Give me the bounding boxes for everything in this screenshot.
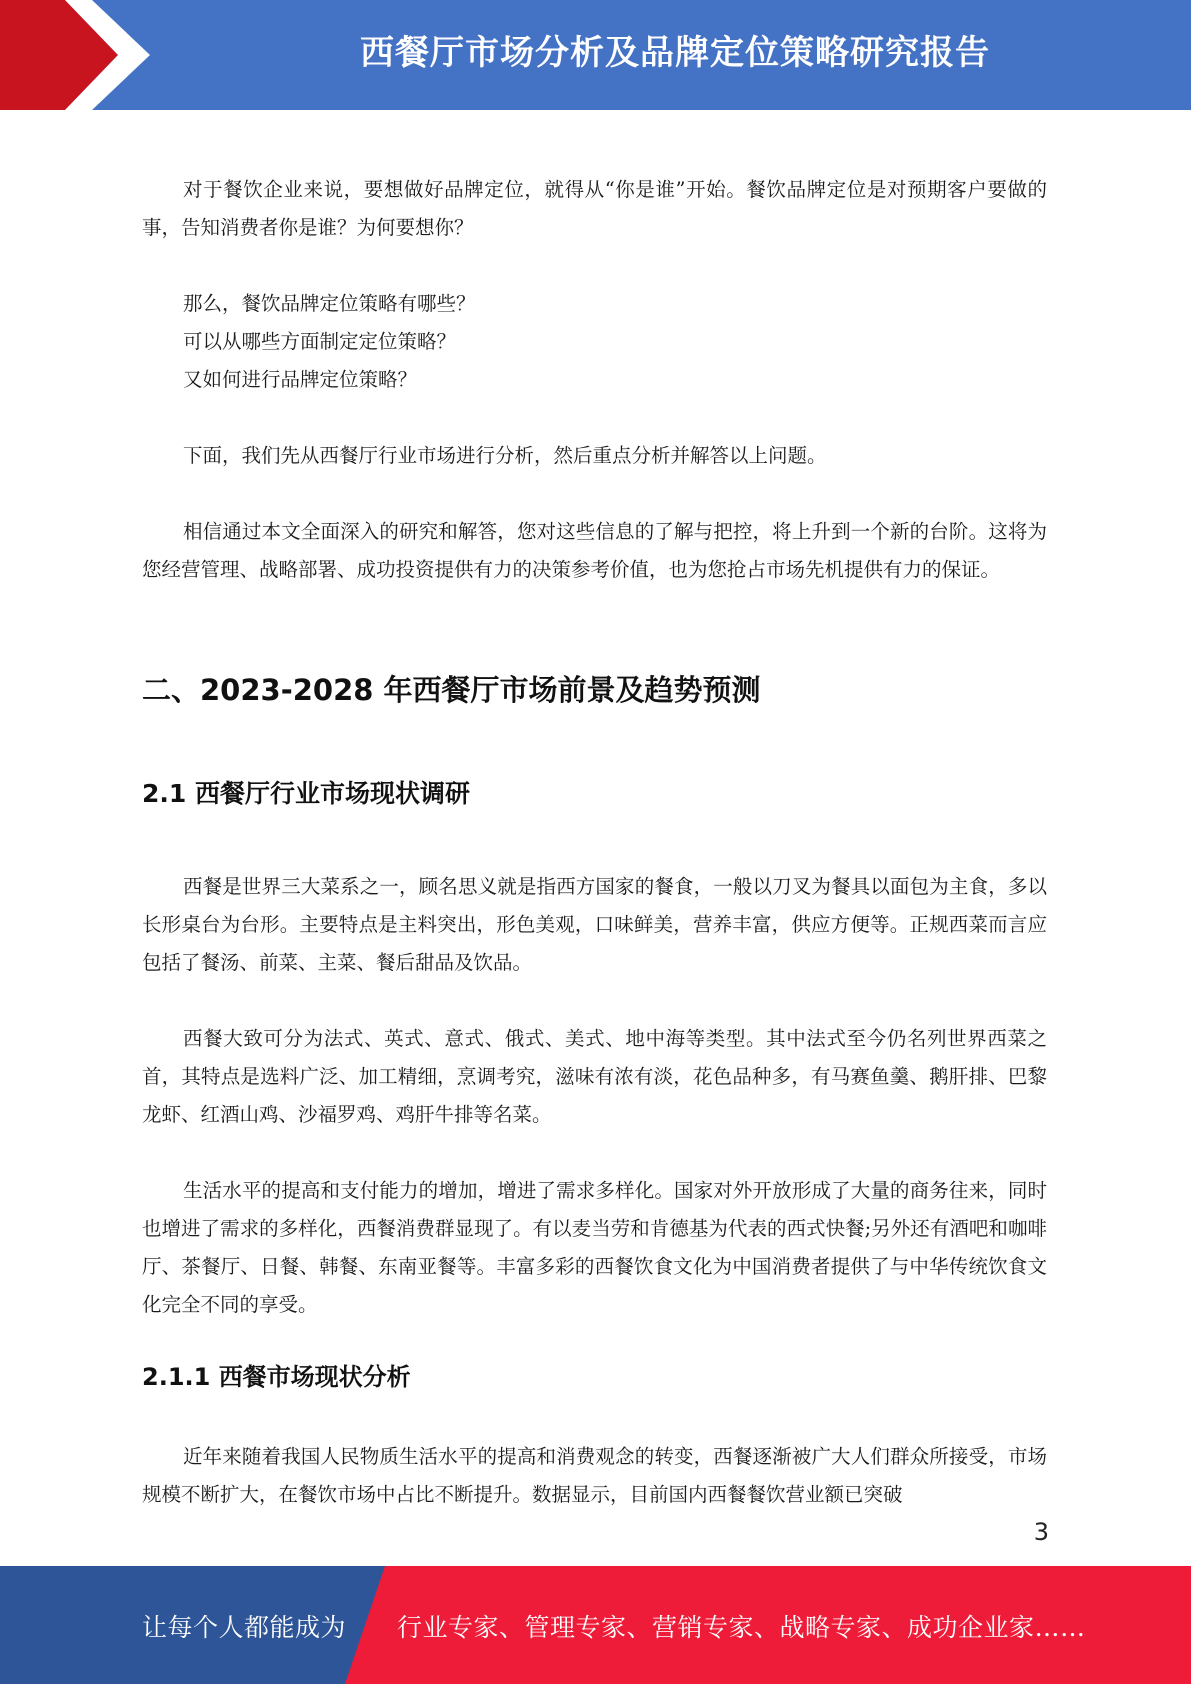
western-food-paragraph: 西餐是世界三大菜系之一，顾名思义就是指西方国家的餐食，一般以刀叉为餐具以面包为主食，多以长形桌台为台形。主要特点是主料突出，形色美观，口味鲜美，营养丰富，供应方便等。正规西菜而言应包括了餐汤、前菜、主菜、餐后甜品及饮品。: [142, 875, 1047, 974]
demand-paragraph: 生活水平的提高和支付能力的增加，增进了需求多样化。国家对外开放形成了大量的商务往来，同时也增进了需求的多样化，西餐消费群显现了。有以麦当劳和肯德基为代表的西式快餐;另外还有酒吧和咖啡厅、茶餐厅、日餐、韩餐、东南亚餐等。丰富多彩的西餐饮食文化为中国消费者提供了与中华传统饮食文化完全不同的享受。: [142, 1179, 1047, 1316]
footer-slogan-left: 让每个人都能成为: [142, 1613, 347, 1642]
section-2-heading: 二、2023-2028 年西餐厅市场前景及趋势预测: [142, 673, 761, 707]
report-title: 西餐厅市场分析及品牌定位策略研究报告: [360, 33, 990, 73]
intro-paragraph: 对于餐饮企业来说，要想做好品牌定位，就得从“你是谁”开始。餐饮品牌定位是对预期客户要做的事，告知消费者你是谁？为何要想你？: [142, 178, 1047, 239]
section-2-1-heading: 2.1 西餐厅行业市场现状调研: [142, 779, 470, 808]
market-paragraph: 近年来随着我国人民物质生活水平的提高和消费观念的转变，西餐逐渐被广大人们群众所接受，市场规模不断扩大，在餐饮市场中占比不断提升。数据显示，目前国内西餐餐饮营业额已突破: [142, 1445, 1047, 1506]
question-3: 又如何进行品牌定位策略？: [183, 368, 418, 391]
section-2-1-1-heading: 2.1.1 西餐市场现状分析: [142, 1363, 411, 1391]
question-1: 那么，餐饮品牌定位策略有哪些？: [183, 292, 476, 315]
page-header: [0, 0, 1191, 110]
page-footer: [0, 1566, 1191, 1684]
plan-paragraph: 下面，我们先从西餐厅行业市场进行分析，然后重点分析并解答以上问题。: [183, 444, 827, 467]
footer-slogan-right: 行业专家、管理专家、营销专家、战略专家、成功企业家……: [397, 1613, 1086, 1642]
value-paragraph: 相信通过本文全面深入的研究和解答，您对这些信息的了解与把控，将上升到一个新的台阶。这将为您经营管理、战略部署、成功投资提供有力的决策参考价值，也为您抢占市场先机提供有力的保证。: [142, 520, 1047, 581]
western-food-types-paragraph: 西餐大致可分为法式、英式、意式、俄式、美式、地中海等类型。其中法式至今仍名列世界西菜之首，其特点是选料广泛、加工精细，烹调考究，滋味有浓有淡，花色品种多，有马赛鱼羹、鹅肝排、巴黎龙虾、红酒山鸡、沙福罗鸡、鸡肝牛排等名菜。: [142, 1027, 1047, 1126]
page-number: 3: [1033, 1518, 1049, 1546]
question-2: 可以从哪些方面制定定位策略？: [183, 330, 457, 353]
